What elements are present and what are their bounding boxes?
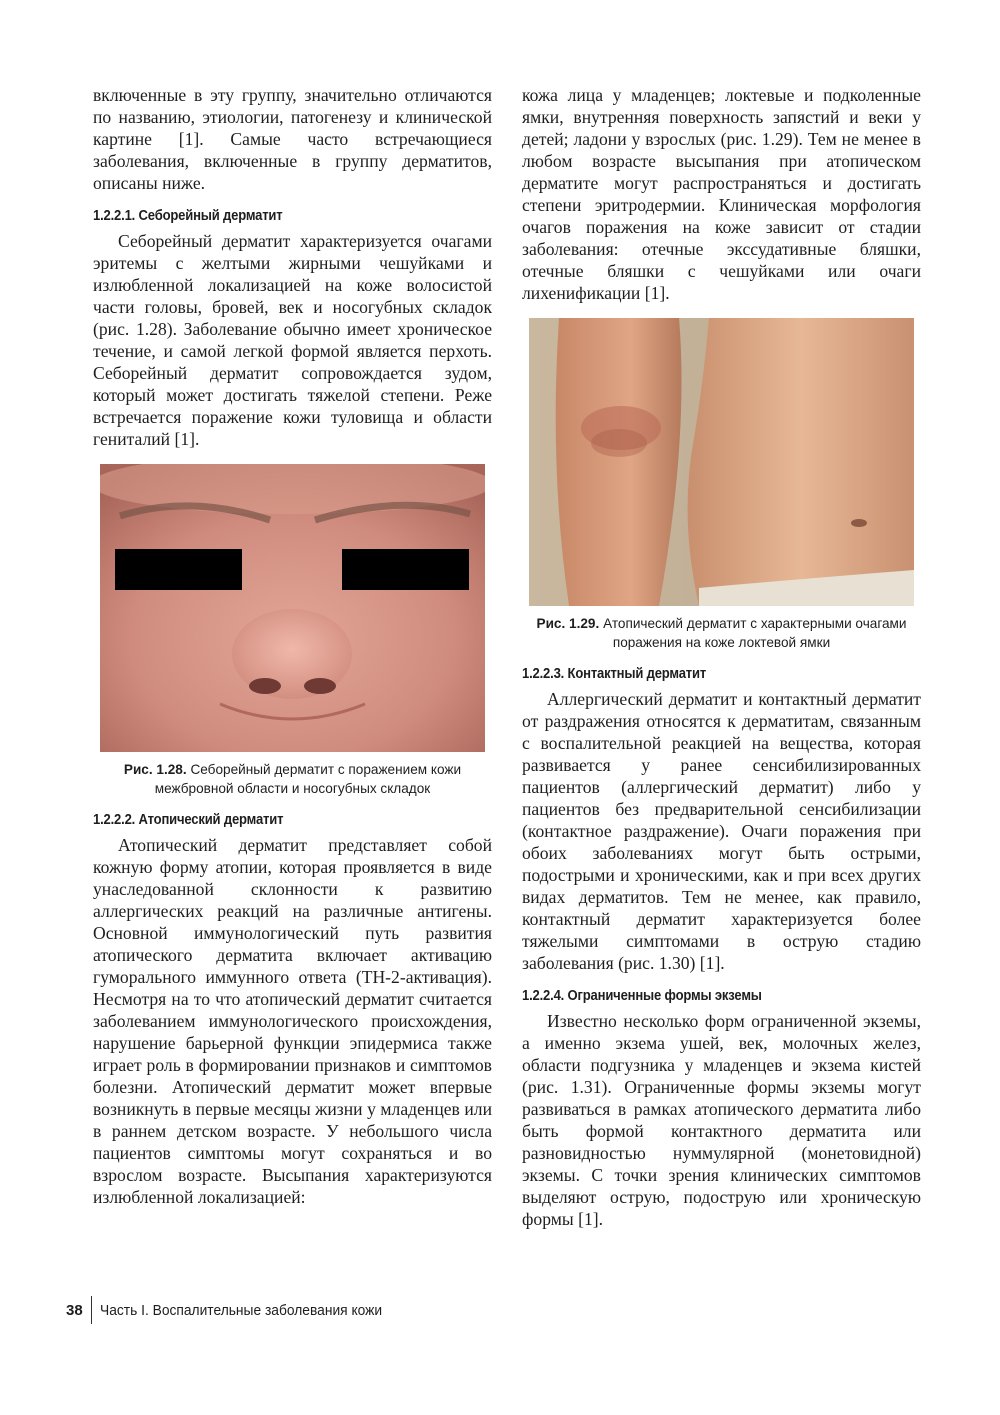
figure-1-28-text: Себорейный дерматит с поражением кожи межбровной области и носогубных складок xyxy=(154,762,462,796)
figure-1-29-text: Атопический дерматит с характерными очагами поражения на коже локтевой ямки xyxy=(603,616,907,650)
figure-1-29-label: Рис. 1.29. xyxy=(536,616,600,631)
figure-1-28 xyxy=(100,464,485,752)
figure-1-29-caption xyxy=(522,614,921,652)
page-number: 38 xyxy=(66,1301,83,1319)
figure-1-28-caption xyxy=(93,760,492,798)
section-heading-atopic: 1.2.2.2. Атопический дерматит xyxy=(93,812,284,828)
running-title: Часть I. Воспалительные заболевания кожи xyxy=(100,1301,383,1319)
footer-divider xyxy=(91,1296,93,1324)
paragraph-intro: включенные в эту группу, значительно отличаются по названию, этиологии, патогенезу и клинической картине [1]. Самые часто встречающиеся заболевания, включенные в группу дерматитов, описаны ниже. xyxy=(93,85,492,193)
page-footer xyxy=(66,1296,407,1324)
paragraph-contact: Аллергический дерматит и контактный дерматит от раздражения относятся к дерматитам, связанным с воспалительной реакцией на вещества, которая развивается у ранее сенсибилизированных пациентов (аллергический дерматит) либо у пациентов без предварительной сенсибилизации (контактное раздражение). Очаги поражения при обоих заболеваниях могут быть острыми, подострыми и хроническими, как и при всех других видах дерматитов. Тем не менее, как правило, контактный дерматит характеризуется более тяжелыми симптомами в острую стадию заболевания (рис. 1.30) [1]. xyxy=(522,689,921,973)
section-heading-seborrheic: 1.2.2.1. Себорейный дерматит xyxy=(93,208,283,224)
left-column xyxy=(93,84,492,1208)
eye-censor-bar-left xyxy=(115,549,242,590)
section-heading-contact: 1.2.2.3. Контактный дерматит xyxy=(522,666,707,682)
eye-censor-bar-right xyxy=(342,549,469,590)
paragraph-limited-eczema: Известно несколько форм ограниченной экземы, а именно экзема ушей, век, молочных желез, области подгузника у младенцев и экзема кистей (рис. 1.31). Ограниченные формы экземы могут развиваться в рамках атопического дерматита либо быть формой контактного дерматита или разновидностью нуммулярной (монетовидной) экземы. С точки зрения клинических симптомов выделяют острую, подострую или хроническую формы [1]. xyxy=(522,1011,921,1229)
paragraph-atopic-continued: кожа лица у младенцев; локтевые и подколенные ямки, внутренняя поверхность запястий и веки у детей; ладони у взрослых (рис. 1.29). Тем не менее в любом возрасте высыпания при атопическом дерматите могут распространяться и достигать степени эритродермии. Клиническая морфология очагов поражения на коже зависит от стадии заболевания: отечные экссудативные бляшки, отечные бляшки с чешуйками или очаги лихенификации [1]. xyxy=(522,85,921,303)
face-photo xyxy=(100,464,485,752)
torso-photo xyxy=(529,318,914,606)
figure-1-28-label: Рис. 1.28. xyxy=(123,762,187,777)
figure-1-29 xyxy=(529,318,914,606)
section-heading-limited-eczema: 1.2.2.4. Ограниченные формы экземы xyxy=(522,988,762,1004)
right-column xyxy=(522,84,921,1230)
paragraph-seborrheic: Себорейный дерматит характеризуется очагами эритемы с желтыми жирными чешуйками и излюбленной локализацией на коже волосистой части головы, бровей, век и носогубных складок (рис. 1.28). Заболевание обычно имеет хроническое течение, и самой легкой формой является перхоть. Себорейный дерматит сопровождается зудом, который может достигать тяжелой степени. Реже встречается поражение кожи туловища и области гениталий [1]. xyxy=(93,231,492,449)
paragraph-atopic: Атопический дерматит представляет собой кожную форму атопии, которая проявляется в виде унаследованной склонности к развитию аллергических реакций на различные антигены. Основной иммунологический путь развития атопического дерматита включает активацию гуморального иммунного ответа (TH-2-активация). Несмотря на то что атопический дерматит считается заболеванием иммунологического происхождения, нарушение барьерной функции эпидермиса также играет роль в формировании признаков и симптомов болезни. Атопический дерматит может впервые возникнуть в первые месяцы жизни у младенцев или в раннем детском возрасте. У небольшого числа пациентов симптомы могут сохраняться и во взрослом возрасте. Высыпания характеризуются излюбленной локализацией: xyxy=(93,835,492,1207)
